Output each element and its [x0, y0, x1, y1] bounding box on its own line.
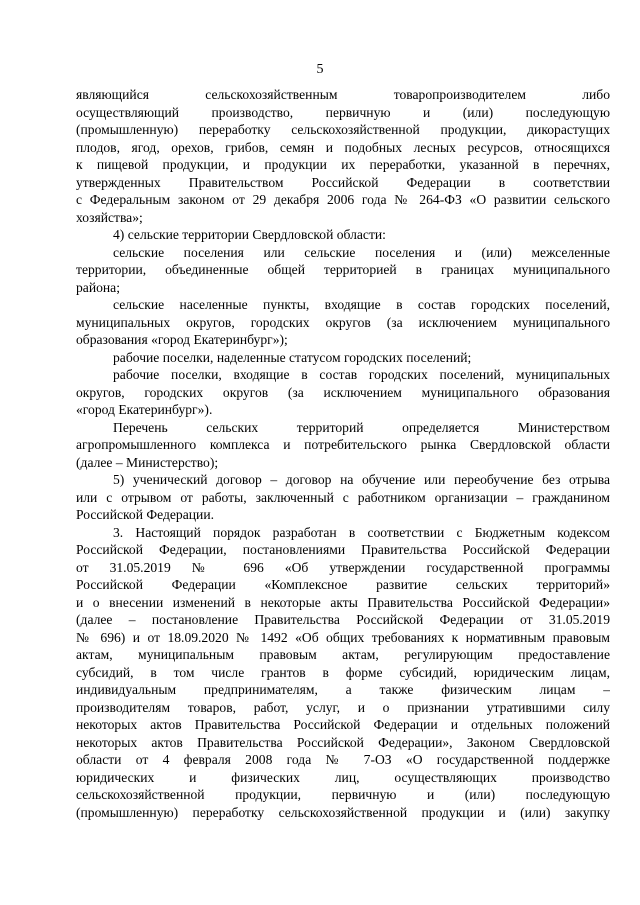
document-body	[76, 86, 610, 821]
text-line: плодов, ягод, орехов, грибов, семян и подобных лесных ресурсов, относящихся	[76, 139, 610, 155]
text-line: агропромышленного комплекса и потребительского рынка Свердловской области	[76, 437, 610, 452]
text-line: субсидий, в том числе грантов в форме субсидий, юридическим лицам,	[76, 664, 610, 680]
text-line: утвержденных Правительством Российской Федерации в соответствии	[76, 174, 610, 190]
text-line: или с отрывом от работы, заключенный с работником организации – гражданином	[76, 489, 610, 505]
text-line: производителям товаров, работ, услуг, и о признании утратившими силу	[76, 699, 610, 715]
text-line: к пищевой продукции, и продукции их переработки, указанной в перечнях,	[76, 157, 610, 172]
text-line: «город Екатеринбург»).	[76, 402, 213, 417]
text-line: района;	[76, 279, 120, 295]
text-line: с Федеральным законом от 29 декабря 2006 года № 264-ФЗ «О развитии сельского	[76, 192, 610, 207]
text-line: осуществляющий производство, первичную и (или) последующую	[76, 104, 610, 120]
text-line: территории, объединенные общей территорией в границах муниципального	[76, 262, 610, 277]
text-line: 3. Настоящий порядок разработан в соответствии с Бюджетным кодексом	[113, 524, 610, 540]
text-line: (промышленную) переработку сельскохозяйственной продукции, дикорастущих	[76, 122, 610, 137]
text-line: образования «город Екатеринбург»);	[76, 332, 288, 347]
text-line: Перечень сельских территорий определяется Министерством	[113, 419, 610, 435]
text-line: округов, городских округов (за исключением муниципального образования	[76, 384, 610, 400]
text-line: (промышленную) переработку сельскохозяйственной продукции и (или) закупку	[76, 804, 610, 820]
text-line: сельскохозяйственной продукции, первичную и (или) последующую	[76, 787, 610, 802]
text-line: Российской Федерации «Комплексное развитие сельских территорий»	[76, 577, 610, 592]
text-line: юридических и физических лиц, осуществляющих производство	[76, 769, 610, 785]
text-line: некоторых актов Правительства Российской Федерации», Законом Свердловской	[76, 734, 610, 750]
text-line: индивидуальным предпринимателям, а также физическим лицам –	[76, 682, 610, 697]
text-line: Российской Федерации.	[76, 507, 214, 522]
text-line: № 696) и от 18.09.2020 № 1492 «Об общих требованиях к нормативным правовым	[76, 629, 610, 645]
text-line: сельские поселения или сельские поселения и (или) межселенные	[113, 244, 610, 260]
text-line: являющийся сельскохозяйственным товаропроизводителем либо	[76, 87, 610, 102]
text-line: (далее – Министерство);	[76, 454, 219, 470]
page-number: 5	[316, 62, 324, 77]
text-line: 4) сельские территории Свердловской области:	[113, 227, 386, 242]
text-line: от 31.05.2019 № 696 «Об утверждении государственной программы	[76, 559, 610, 575]
text-line: рабочие поселки, наделенные статусом городских поселений;	[113, 349, 472, 365]
text-line: хозяйства»;	[76, 209, 143, 225]
text-line: актам, муниципальным правовым актам, регулирующим предоставление	[76, 647, 610, 662]
text-line: (далее – постановление Правительства Российской Федерации от 31.05.2019	[76, 612, 610, 627]
text-line: муниципальных округов, городских округов (за исключением муниципального	[76, 314, 610, 330]
text-line: Российской Федерации, постановлениями Правительства Российской Федерации	[76, 542, 610, 557]
text-line: и о внесении изменений в некоторые акты Правительства Российской Федерации»	[76, 594, 610, 610]
text-line: рабочие поселки, входящие в состав городских поселений, муниципальных	[113, 367, 610, 382]
text-line: области от 4 февраля 2008 года № 7-ОЗ «О государственной поддержке	[76, 752, 610, 767]
text-line: 5) ученический договор – договор на обучение или переобучение без отрыва	[113, 472, 610, 487]
text-line: некоторых актов Правительства Российской Федерации и отдельных положений	[76, 717, 610, 732]
text-line: сельские населенные пункты, входящие в состав городских поселений,	[113, 297, 610, 312]
